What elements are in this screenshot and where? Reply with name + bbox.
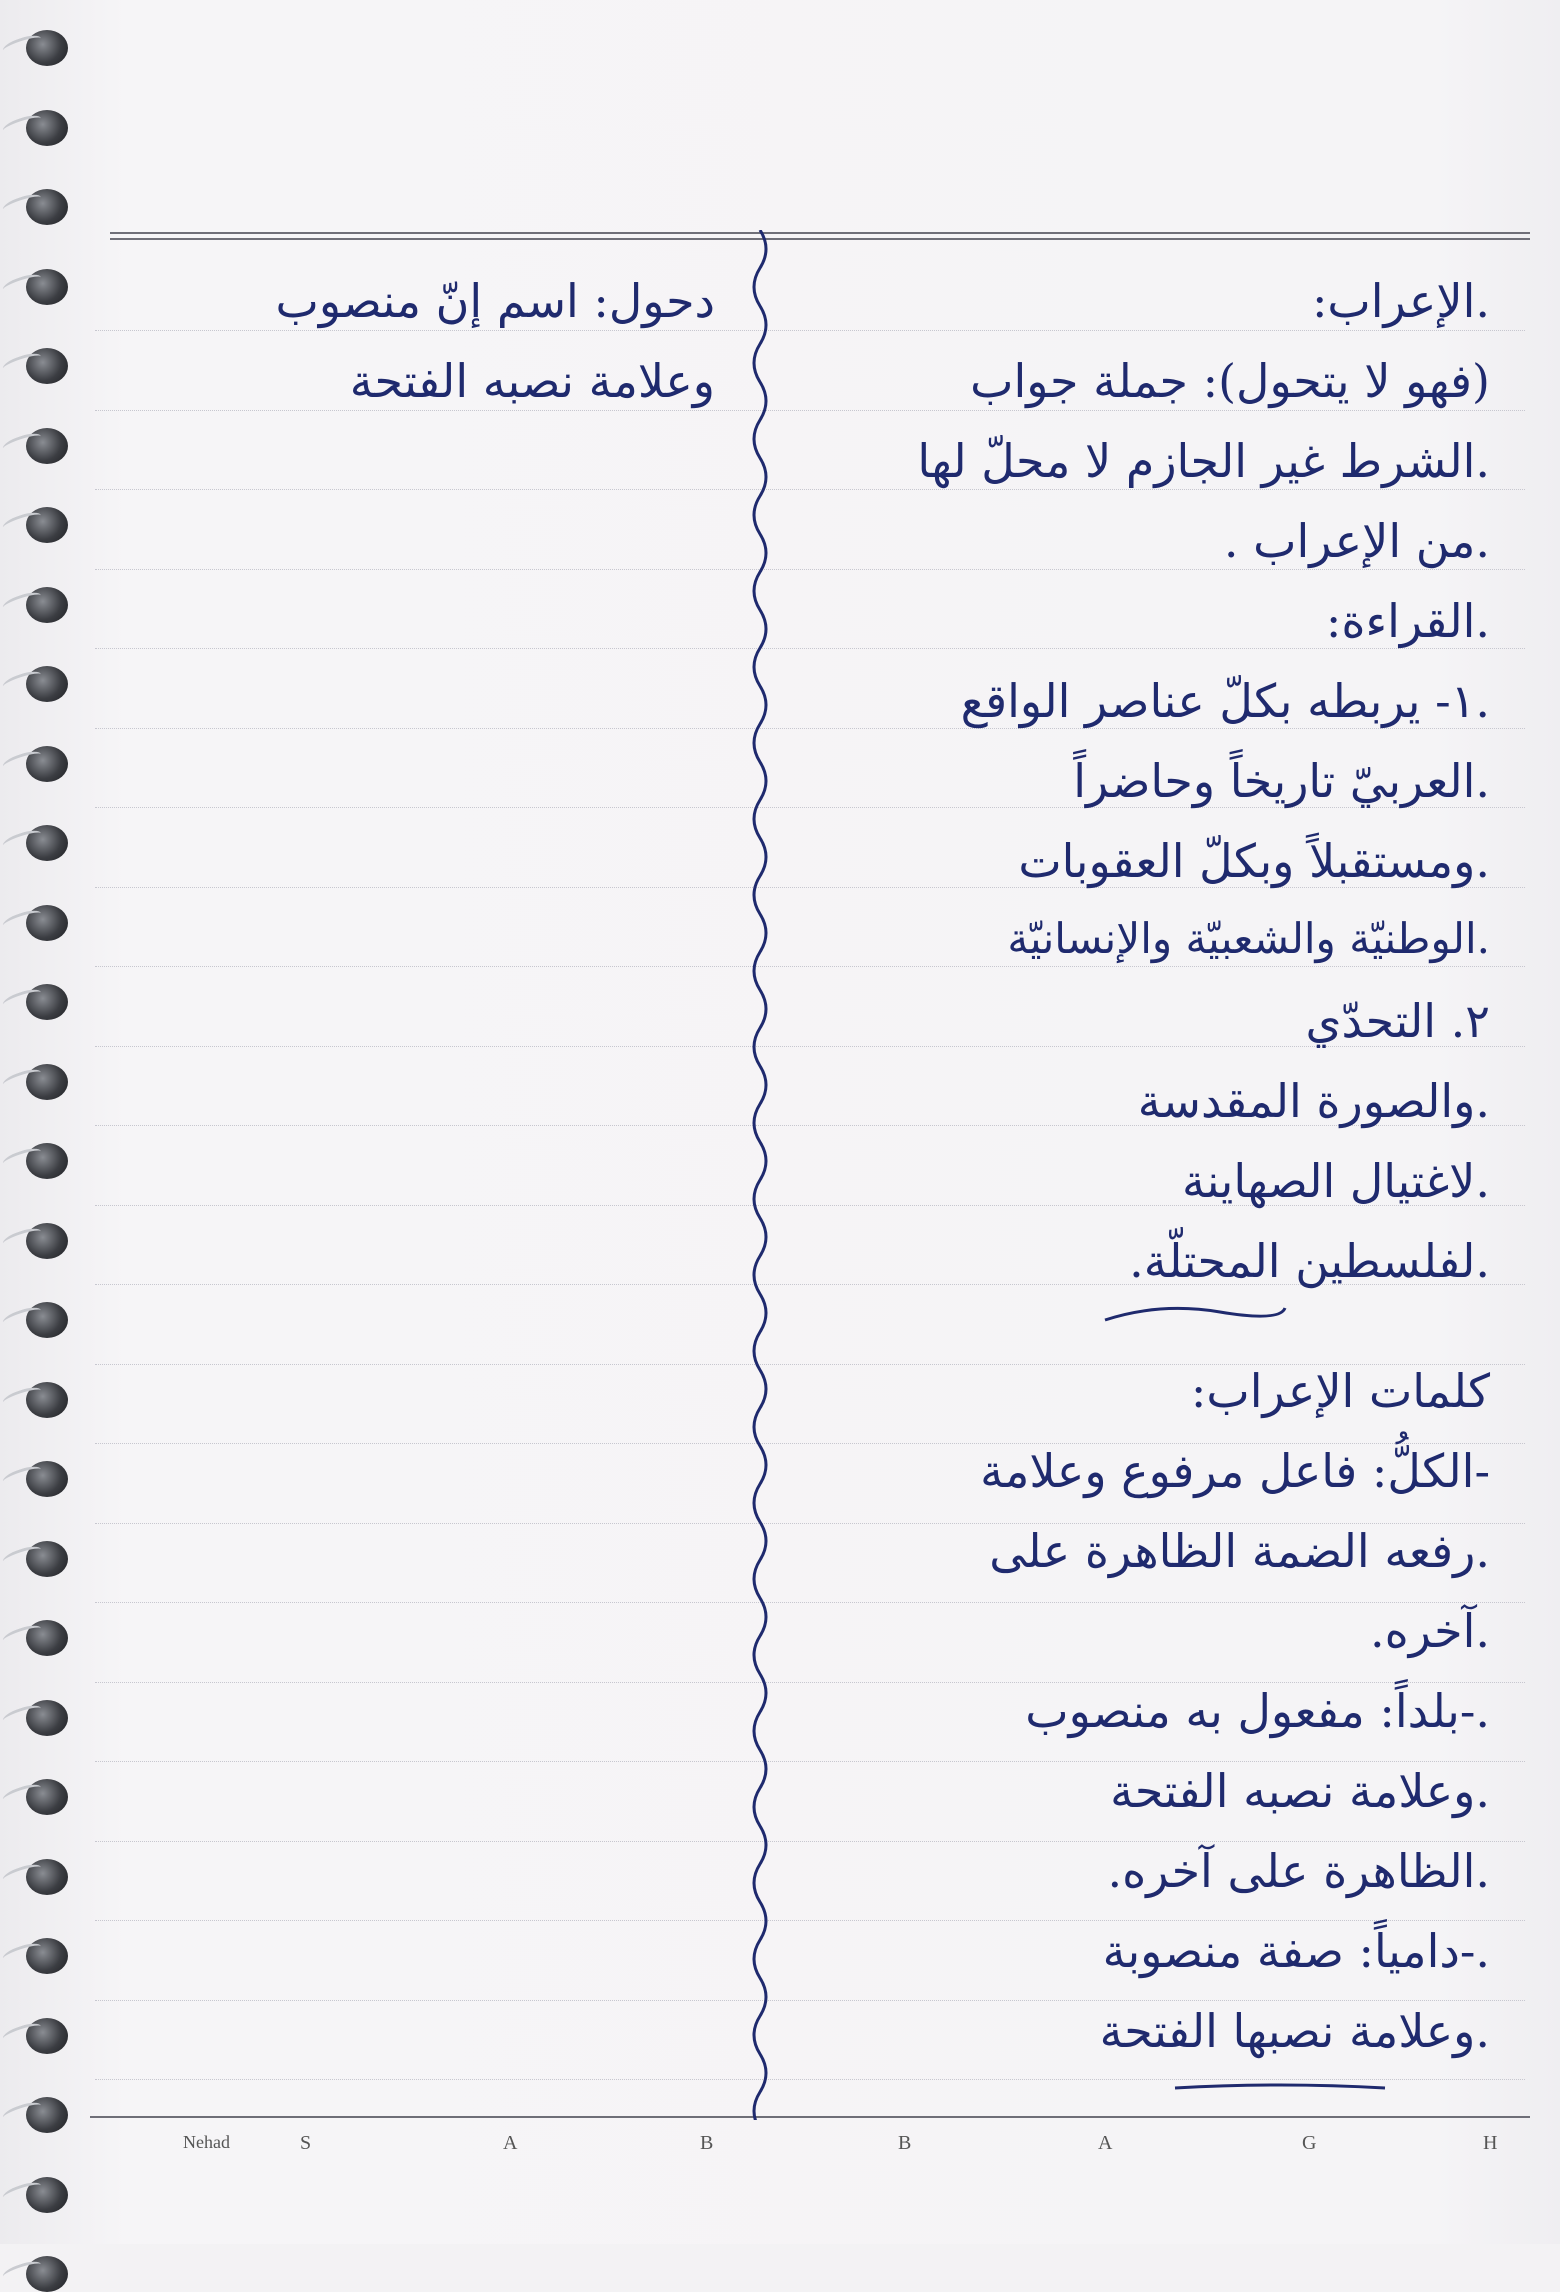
right-line: .الظاهرة على آخره. <box>1107 1844 1490 1898</box>
ruled-line <box>95 489 1525 490</box>
right-line: .رفعه الضمة الظاهرة على <box>989 1524 1490 1578</box>
right-line: (فهو لا يتحول): جملة جواب <box>970 354 1490 408</box>
footer-letter: S <box>300 2132 312 2154</box>
left-line: وعلامة نصبه الفتحة <box>349 354 715 408</box>
underline-flourish <box>1100 1300 1290 1330</box>
footer-letter: G <box>1302 2132 1317 2154</box>
footer-letter: H <box>1483 2132 1498 2154</box>
footer-letter: B <box>898 2132 912 2154</box>
ruled-line <box>95 966 1525 967</box>
right-line: .لفلسطين المحتلّة. <box>1129 1234 1490 1288</box>
right-line: .وعلامة نصبه الفتحة <box>1110 1764 1490 1818</box>
right-line: .-بلداً: مفعول به منصوب <box>1025 1684 1490 1738</box>
ruled-line <box>95 1682 1525 1683</box>
ruled-line <box>95 1761 1525 1762</box>
footer-rule <box>90 2116 1530 2118</box>
footer-letter: A <box>503 2132 518 2154</box>
ruled-line <box>95 1920 1525 1921</box>
right-line: .لاغتيال الصهاينة <box>1182 1154 1490 1208</box>
right-line: .١- يربطه بكلّ عناصر الواقع <box>960 674 1490 728</box>
right-line: .ومستقبلاً وبكلّ العقوبات <box>1018 834 1490 888</box>
right-line: .من الإعراب . <box>1223 514 1490 568</box>
header-rule <box>110 232 1530 234</box>
right-line: .الشرط غير الجازم لا محلّ لها <box>917 434 1490 488</box>
right-line: .وعلامة نصبها الفتحة <box>1099 2004 1490 2058</box>
right-line: .العربيّ تاريخاً وحاضراً <box>1073 754 1490 808</box>
ruled-line <box>95 569 1525 570</box>
right-line: .الوطنيّة والشعبيّة والإنسانيّة <box>1007 914 1490 963</box>
ruled-line <box>95 410 1525 411</box>
right-line: .-دامياً: صفة منصوبة <box>1102 1924 1490 1978</box>
left-line: دحول: اسم إنّ منصوب <box>275 274 715 328</box>
right-line: ٢. التحدّي <box>1305 994 1490 1048</box>
ruled-line <box>95 1602 1525 1603</box>
right-line: كلمات الإعراب: <box>1190 1364 1490 1418</box>
underline-stroke <box>1170 2078 1390 2098</box>
ruled-line <box>95 1841 1525 1842</box>
right-line: -الكلُّ: فاعل مرفوع وعلامة <box>980 1444 1490 1498</box>
header-rule <box>110 238 1530 240</box>
ruled-line <box>95 648 1525 649</box>
wavy-divider <box>730 230 800 2120</box>
right-line: .آخره. <box>1370 1604 1490 1658</box>
right-line: .والصورة المقدسة <box>1137 1074 1490 1128</box>
spiral-binding <box>0 0 90 2244</box>
footer-brand: Nehad <box>183 2132 230 2152</box>
right-line: .القراءة: <box>1325 594 1490 648</box>
footer-letter: A <box>1098 2132 1113 2154</box>
footer-letter: B <box>700 2132 714 2154</box>
right-line: .الإعراب: <box>1311 274 1490 328</box>
ruled-line <box>95 330 1525 331</box>
ruled-line <box>95 2000 1525 2001</box>
